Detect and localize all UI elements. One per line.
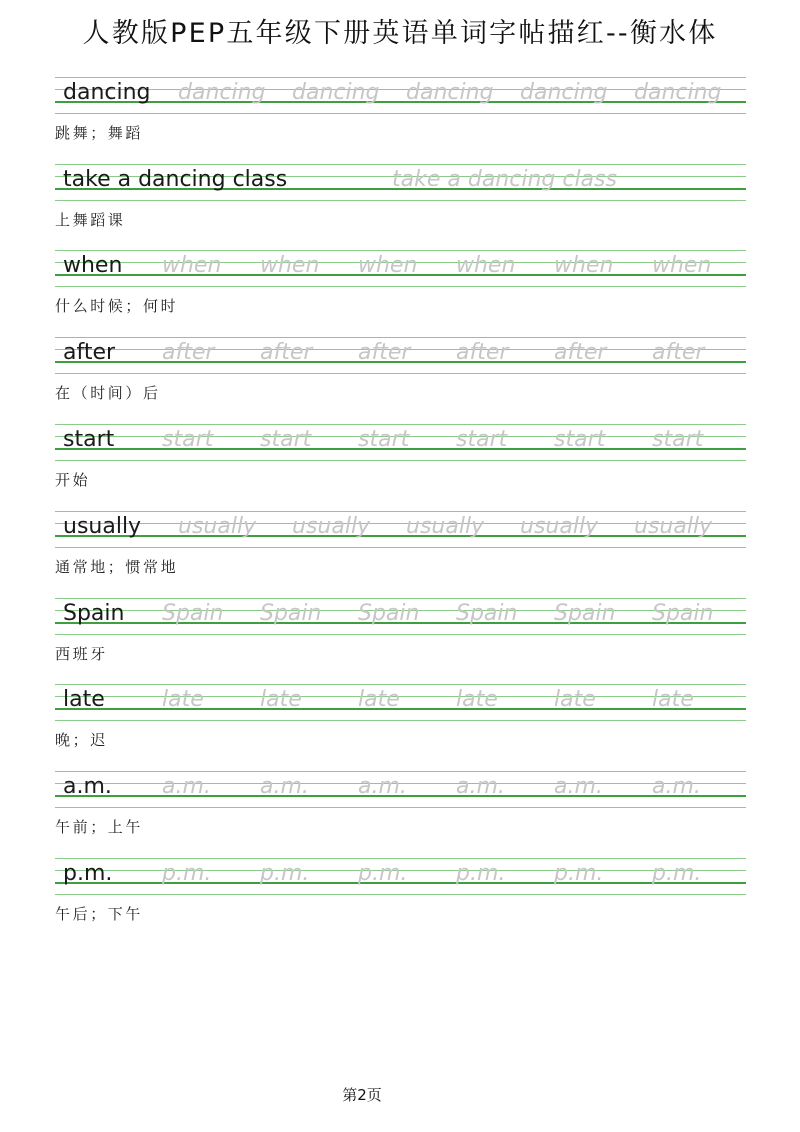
guide-line-top (55, 511, 746, 512)
trace-word: start (456, 427, 508, 452)
word-main: after (63, 340, 116, 365)
word-main: late (63, 687, 105, 712)
word-meaning: 什么时候；何时 (55, 297, 179, 315)
word-row (0, 164, 800, 244)
trace-word: after (456, 340, 509, 365)
word-main: when (63, 253, 123, 278)
trace-word: p.m. (554, 861, 604, 886)
word-meaning: 在（时间）后 (55, 384, 161, 402)
guide-line-mid (55, 696, 746, 697)
word-row (0, 337, 800, 417)
trace-word: dancing (292, 80, 380, 105)
trace-word: late (260, 687, 302, 712)
word-main: Spain (63, 601, 125, 626)
page-title: 人教版PEP五年级下册英语单词字帖描红--衡水体 (82, 18, 718, 49)
guide-line-top (55, 77, 746, 78)
trace-word: a.m. (554, 774, 603, 799)
guide-line-bottom (55, 286, 746, 287)
word-main: start (63, 427, 115, 452)
trace-word: when (358, 253, 418, 278)
trace-word: late (652, 687, 694, 712)
trace-word: p.m. (456, 861, 506, 886)
trace-word: late (456, 687, 498, 712)
word-meaning: 上舞蹈课 (55, 211, 126, 229)
guide-line-top (55, 424, 746, 425)
trace-word: start (554, 427, 606, 452)
trace-word: p.m. (358, 861, 408, 886)
trace-word: a.m. (260, 774, 309, 799)
trace-word: when (162, 253, 222, 278)
guide-line-top (55, 858, 746, 859)
guide-line-base (55, 708, 746, 710)
word-row (0, 598, 800, 678)
word-meaning: 西班牙 (55, 645, 108, 663)
trace-word: late (358, 687, 400, 712)
trace-word: dancing (178, 80, 266, 105)
trace-word: p.m. (260, 861, 310, 886)
trace-word: Spain (260, 601, 322, 626)
trace-word: a.m. (162, 774, 211, 799)
word-row (0, 250, 800, 330)
trace-word: dancing (520, 80, 608, 105)
guide-line-top (55, 337, 746, 338)
trace-word: Spain (652, 601, 714, 626)
guide-line-bottom (55, 720, 746, 721)
trace-word: start (260, 427, 312, 452)
word-meaning: 开始 (55, 471, 91, 489)
trace-word: Spain (554, 601, 616, 626)
guide-line-bottom (55, 200, 746, 201)
trace-word: after (554, 340, 607, 365)
trace-word: usually (406, 514, 485, 539)
trace-word: after (358, 340, 411, 365)
guide-line-bottom (55, 460, 746, 461)
word-row (0, 424, 800, 504)
word-row (0, 684, 800, 764)
guide-line-top (55, 771, 746, 772)
trace-word: p.m. (162, 861, 212, 886)
trace-word: usually (634, 514, 713, 539)
guide-line-top (55, 250, 746, 251)
word-main: take a dancing class (63, 167, 288, 192)
page-number: 第2页 (342, 1086, 382, 1104)
word-main: a.m. (63, 774, 112, 799)
trace-word: Spain (162, 601, 224, 626)
guide-line-top (55, 598, 746, 599)
guide-line-bottom (55, 807, 746, 808)
trace-word: a.m. (652, 774, 701, 799)
trace-word: a.m. (456, 774, 505, 799)
trace-word: usually (292, 514, 371, 539)
trace-word: a.m. (358, 774, 407, 799)
trace-word: after (652, 340, 705, 365)
trace-word: when (260, 253, 320, 278)
guide-line-bottom (55, 547, 746, 548)
guide-line-bottom (55, 634, 746, 635)
trace-word: usually (178, 514, 257, 539)
trace-word: start (358, 427, 410, 452)
trace-word: late (554, 687, 596, 712)
guide-line-top (55, 684, 746, 685)
trace-word: start (652, 427, 704, 452)
trace-word: when (652, 253, 712, 278)
guide-line-bottom (55, 373, 746, 374)
trace-word: after (162, 340, 215, 365)
trace-word: late (162, 687, 204, 712)
word-main: usually (63, 514, 142, 539)
trace-word: dancing (634, 80, 722, 105)
word-row (0, 77, 800, 157)
trace-word: take a dancing class (392, 167, 617, 192)
trace-word: when (554, 253, 614, 278)
word-main: dancing (63, 80, 151, 105)
guide-line-bottom (55, 894, 746, 895)
trace-word: when (456, 253, 516, 278)
word-main: p.m. (63, 861, 113, 886)
guide-line-bottom (55, 113, 746, 114)
word-row (0, 858, 800, 938)
trace-word: p.m. (652, 861, 702, 886)
word-meaning: 午后；下午 (55, 905, 144, 923)
word-meaning: 午前；上午 (55, 818, 144, 836)
trace-word: dancing (406, 80, 494, 105)
trace-word: after (260, 340, 313, 365)
word-meaning: 晚；迟 (55, 731, 108, 749)
word-row (0, 771, 800, 851)
word-meaning: 跳舞；舞蹈 (55, 124, 144, 142)
trace-word: start (162, 427, 214, 452)
trace-word: Spain (456, 601, 518, 626)
word-meaning: 通常地；惯常地 (55, 558, 179, 576)
trace-word: usually (520, 514, 599, 539)
guide-line-top (55, 164, 746, 165)
trace-word: Spain (358, 601, 420, 626)
word-row (0, 511, 800, 591)
